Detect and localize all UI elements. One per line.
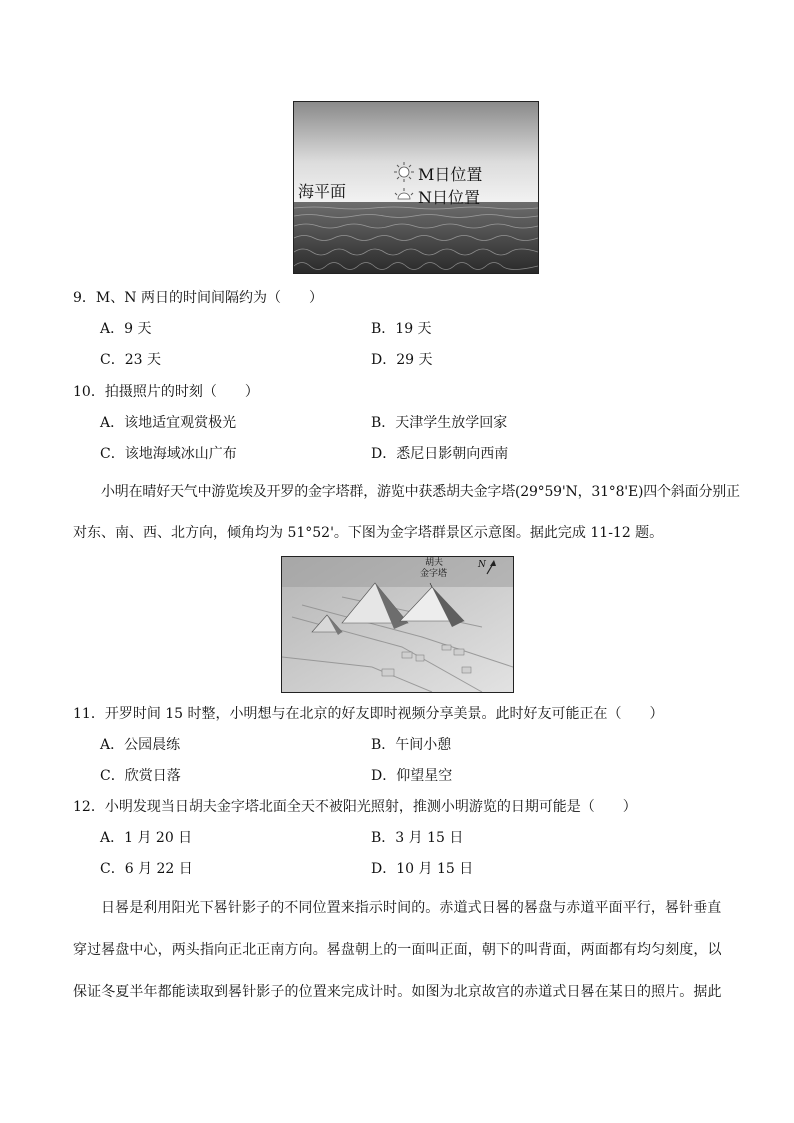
question-9-stem: 9．M、N 两日的时间间隔约为（ ） [73, 290, 323, 306]
question-12-option-b: B．3 月 15 日 [371, 830, 464, 846]
north-label: N [478, 560, 486, 570]
question-12-option-d: D．10 月 15 日 [371, 861, 474, 877]
n-day-label: N日位置 [418, 188, 481, 207]
question-11-option-d: D．仰望星空 [371, 768, 453, 784]
sea-level-label: 海平面 [298, 182, 347, 201]
question-10-stem: 10．拍摄照片的时刻（ ） [73, 384, 259, 400]
khufu-label-line-2: 金字塔 [420, 569, 448, 579]
sea-level-photo [293, 101, 539, 274]
question-12-stem: 12．小明发现当日胡夫金字塔北面全天不被阳光照射，推测小明游览的日期可能是（ ） [73, 799, 637, 815]
passage-2-line-1: 日晷是利用阳光下晷针影子的不同位置来指示时间的。赤道式日晷的晷盘与赤道平面平行，晷针垂直 [101, 900, 722, 916]
question-12-option-a: A．1 月 20 日 [100, 830, 193, 846]
passage-2-line-2: 穿过晷盘中心，两头指向正北正南方向。晷盘朝上的一面叫正面，朝下的叫背面，两面都有均匀刻度，以 [73, 942, 722, 958]
m-sun-icon [394, 162, 414, 182]
question-11-option-b: B．午间小憩 [371, 737, 452, 753]
khufu-label-line-1: 胡夫 [425, 558, 444, 568]
question-9-option-d: D．29 天 [371, 352, 433, 368]
pyramid-area-map [281, 556, 514, 693]
question-10-option-c: C．该地海域冰山广布 [100, 446, 237, 462]
pyramid-graphic [282, 557, 513, 692]
m-day-label: M日位置 [418, 165, 483, 184]
question-10-option-a: A．该地适宜观赏极光 [100, 415, 237, 431]
passage-1-line-1: 小明在晴好天气中游览埃及开罗的金字塔群，游览中获悉胡夫金字塔(29°59'N，31°8'E)四个斜面分别正 [101, 484, 740, 500]
question-11-option-c: C．欣赏日落 [100, 768, 181, 784]
question-10-option-d: D．悉尼日影朝向西南 [371, 446, 509, 462]
question-11-stem: 11．开罗时间 15 时整，小明想与在北京的好友即时视频分享美景。此时好友可能正在（ ） [73, 706, 664, 722]
passage-2-line-3: 保证冬夏半年都能读取到晷针影子的位置来完成计时。如图为北京故宫的赤道式日晷在某日的照片。据此 [73, 984, 722, 1000]
question-9-option-a: A．9 天 [100, 321, 152, 337]
question-12-option-c: C．6 月 22 日 [100, 861, 193, 877]
question-9-option-b: B．19 天 [371, 321, 432, 337]
passage-1-line-2: 对东、南、西、北方向，倾角均为 51°52'。下图为金字塔群景区示意图。据此完成 11-12 题。 [73, 525, 664, 541]
question-10-option-b: B．天津学生放学回家 [371, 415, 508, 431]
question-9-option-c: C．23 天 [100, 352, 161, 368]
question-11-option-a: A．公园晨练 [100, 737, 181, 753]
